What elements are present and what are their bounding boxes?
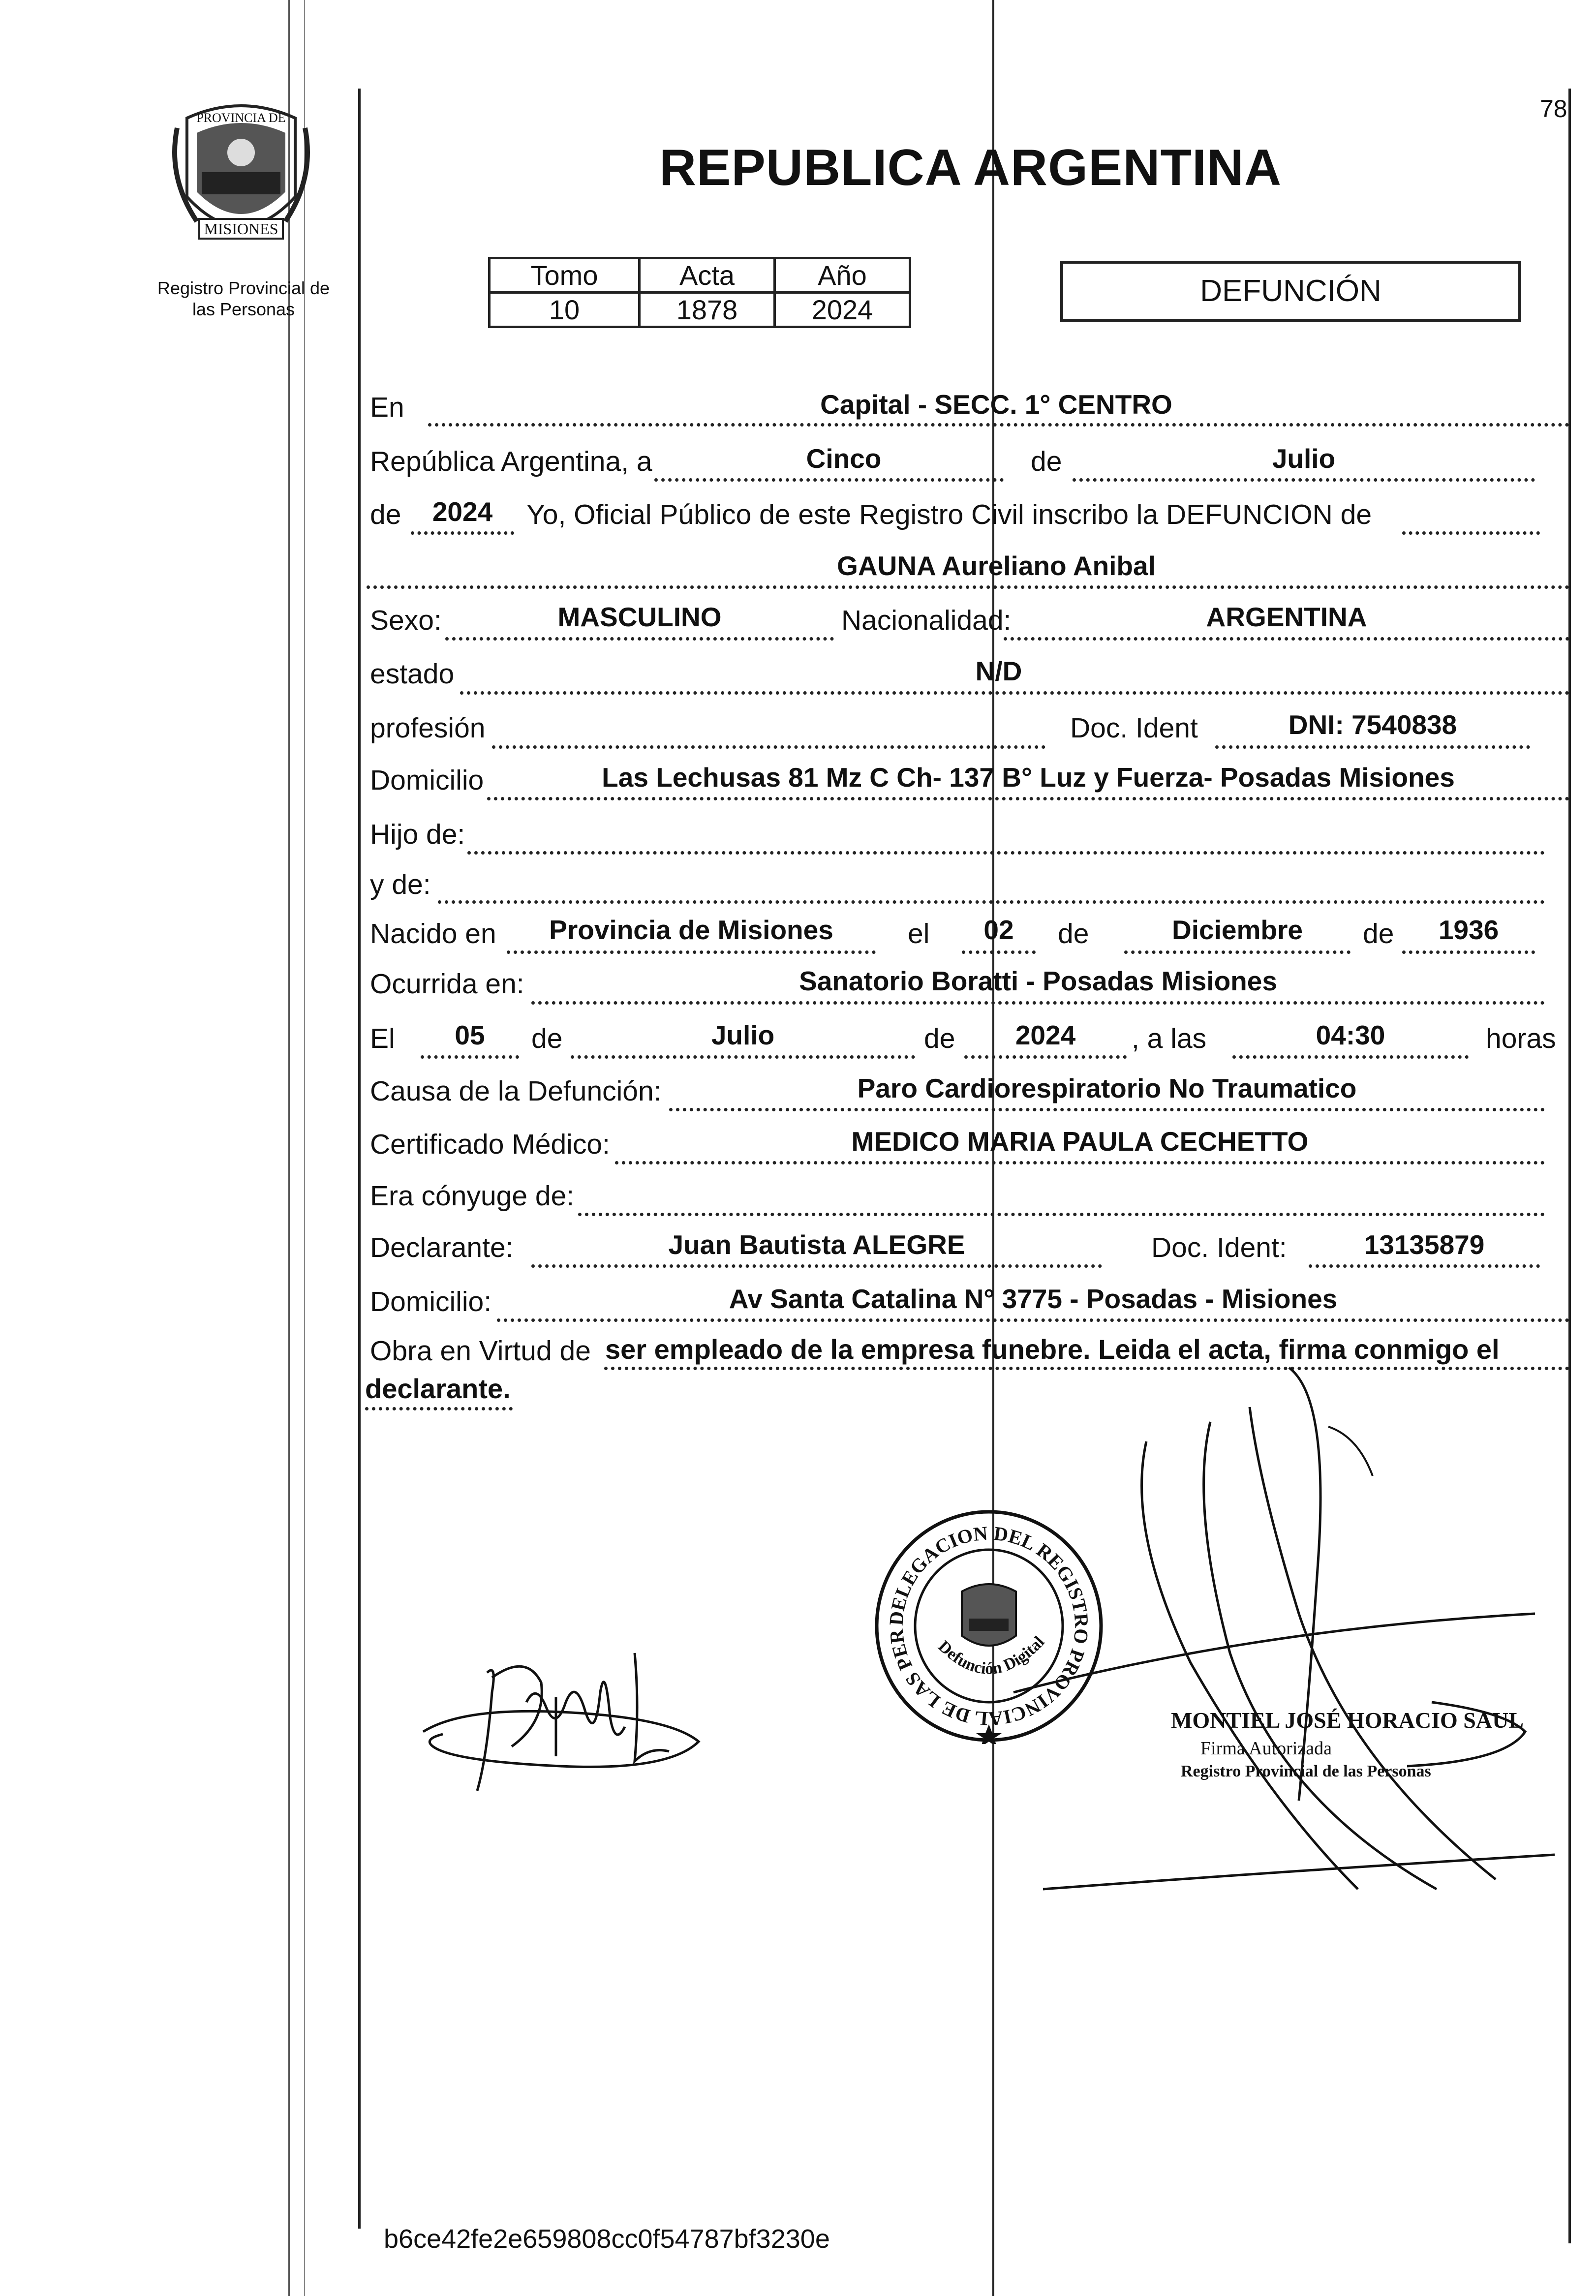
a-las-label: , a las: [1132, 1023, 1207, 1054]
inscribo-text: Yo, Oficial Público de este Registro Civil inscribo la DEFUNCION de: [526, 499, 1372, 530]
obra-value-2: declarante.: [365, 1373, 511, 1404]
estado-label: estado: [370, 658, 455, 690]
page-number: 78: [1540, 95, 1567, 122]
de-label-3: de: [1058, 918, 1089, 949]
de-label-1: de: [1031, 446, 1062, 477]
registry-caption-line2: las Personas: [192, 299, 295, 319]
seal-inner-text: Defunción Digital: [934, 1632, 1048, 1678]
stamp-name: MONTIEL JOSÉ HORACIO SAUL: [1171, 1708, 1524, 1733]
de-label-5: de: [531, 1023, 563, 1054]
certificado-label: Certificado Médico:: [370, 1129, 610, 1160]
de-label-4: de: [1363, 918, 1394, 949]
en-dotted-line: [428, 423, 1569, 427]
nacionalidad-dotted-line: [1004, 637, 1569, 641]
ocurrida-dotted-line: [531, 1001, 1545, 1005]
de-label-2: de: [370, 499, 401, 530]
horas-label: horas: [1486, 1023, 1556, 1054]
death-year-dotted-line: [964, 1055, 1127, 1059]
birth-day: 02: [983, 915, 1014, 945]
y-de-dotted-line: [438, 900, 1545, 904]
republica-label: República Argentina, a: [370, 446, 652, 477]
hijo-label: Hijo de:: [370, 819, 465, 850]
death-month-dotted-line: [571, 1055, 915, 1059]
causa-value: Paro Cardiorespiratorio No Traumatico: [857, 1073, 1357, 1103]
official-signature: [915, 1358, 1565, 1904]
month-dotted-line: [1073, 478, 1535, 482]
seal-ring-text: DELEGACION DEL REGISTRO PROVINCIAL DE LAS PER: [885, 1522, 1093, 1730]
name-dotted-line: [367, 585, 1569, 589]
estado-dotted-line: [460, 691, 1569, 695]
domicilio2-value: Av Santa Catalina N° 3775 - Posadas - Misiones: [729, 1284, 1338, 1314]
registry-caption-line1: Registro Provincial de: [157, 278, 330, 298]
de-label-6: de: [924, 1023, 955, 1054]
registry-caption: [140, 277, 347, 320]
nacionalidad-label: Nacionalidad:: [841, 605, 1012, 636]
birth-month-dotted-line: [1124, 950, 1350, 954]
left-margin-line: [358, 89, 361, 2229]
binding-line: [288, 0, 290, 2296]
province-emblem: [167, 98, 315, 256]
death-time-dotted-line: [1232, 1055, 1469, 1059]
profesion-dotted-line: [492, 745, 1045, 749]
doc-ident2-dotted-line: [1309, 1264, 1540, 1268]
value-tomo: 10: [490, 293, 640, 327]
obra-value: ser empleado de la empresa funebre. Leida el acta, firma conmigo el: [605, 1334, 1500, 1365]
day-dotted-line: [654, 478, 1004, 482]
declarant-signature: [413, 1633, 708, 1830]
registry-value-row: [490, 293, 910, 327]
nacido-label: Nacido en: [370, 918, 496, 949]
causa-label: Causa de la Defunción:: [370, 1075, 662, 1107]
domicilio-dotted-line: [487, 797, 1569, 800]
birth-year: 1936: [1438, 915, 1499, 945]
doc-ident-label: Doc. Ident: [1070, 712, 1198, 744]
death-year: 2024: [1015, 1020, 1076, 1050]
emblem-top-text: PROVINCIA DE: [196, 111, 286, 125]
stamp-line3: Registro Provincial de las Personas: [1181, 1762, 1431, 1780]
conyuge-label: Era cónyuge de:: [370, 1180, 575, 1212]
nacido-dotted-line: [507, 950, 876, 954]
birth-day-dotted-line: [962, 950, 1036, 954]
El-label: El: [370, 1023, 395, 1054]
el-label: el: [908, 918, 930, 949]
conyuge-dotted-line: [578, 1213, 1545, 1216]
header-anio: Año: [775, 258, 910, 293]
page-title: REPUBLICA ARGENTINA: [659, 139, 1282, 196]
declarante-dotted-line: [531, 1264, 1102, 1268]
nacido-value: Provincia de Misiones: [549, 915, 833, 945]
stamp-line2: Firma Autorizada: [1200, 1738, 1332, 1759]
estado-value: N/D: [975, 656, 1022, 686]
right-margin-line: [1568, 89, 1571, 2243]
year-dotted-line: [411, 531, 514, 535]
doc-ident2-label: Doc. Ident:: [1151, 1232, 1287, 1263]
declarante-label: Declarante:: [370, 1232, 514, 1263]
doc-ident2-value: 13135879: [1364, 1229, 1485, 1260]
causa-dotted-line: [669, 1108, 1545, 1111]
document-hash: b6ce42fe2e659808cc0f54787bf3230e: [384, 2224, 830, 2254]
declarante-value: Juan Bautista ALEGRE: [668, 1229, 965, 1260]
ocurrida-label: Ocurrida en:: [370, 968, 524, 1000]
death-day: 05: [455, 1020, 485, 1050]
doc-ident-dotted-line: [1215, 745, 1530, 749]
deceased-name: GAUNA Aureliano Anibal: [837, 551, 1156, 581]
nacionalidad-value: ARGENTINA: [1206, 602, 1367, 632]
registry-header-row: [490, 258, 910, 293]
value-acta: 1878: [640, 293, 775, 327]
sexo-value: MASCULINO: [557, 602, 722, 632]
en-label: En: [370, 392, 404, 423]
en-value: Capital - SECC. 1° CENTRO: [820, 389, 1172, 420]
ocurrida-value: Sanatorio Boratti - Posadas Misiones: [799, 966, 1277, 996]
header-acta: Acta: [640, 258, 775, 293]
record-type-box: DEFUNCIÓN: [1060, 261, 1521, 322]
doc-ident-value: DNI: 7540838: [1288, 709, 1457, 740]
month-value: Julio: [1272, 443, 1336, 474]
death-day-dotted-line: [421, 1055, 519, 1059]
header-tomo: Tomo: [490, 258, 640, 293]
birth-month: Diciembre: [1172, 915, 1303, 945]
profesion-label: profesión: [370, 712, 486, 744]
inscribo-dotted-line: [1402, 531, 1540, 535]
registry-table: [488, 257, 911, 328]
obra-dotted-line-2: [365, 1407, 513, 1410]
certificado-dotted-line: [615, 1161, 1545, 1164]
domicilio2-label: Domicilio:: [370, 1286, 492, 1317]
birth-year-dotted-line: [1402, 950, 1535, 954]
certificado-value: MEDICO MARIA PAULA CECHETTO: [851, 1126, 1309, 1157]
year-value: 2024: [432, 496, 493, 527]
day-value: Cinco: [806, 443, 882, 474]
sexo-dotted-line: [445, 637, 834, 641]
value-anio: 2024: [775, 293, 910, 327]
domicilio-label: Domicilio: [370, 765, 484, 796]
emblem-bottom-text: MISIONES: [204, 220, 278, 238]
domicilio2-dotted-line: [497, 1318, 1569, 1322]
hijo-dotted-line: [467, 851, 1545, 855]
death-month: Julio: [711, 1020, 775, 1050]
obra-label: Obra en Virtud de: [370, 1335, 591, 1367]
binding-line-2: [304, 0, 305, 2296]
domicilio-value: Las Lechusas 81 Mz C Ch- 137 B° Luz y Fuerza- Posadas Misiones: [602, 762, 1455, 793]
y-de-label: y de:: [370, 869, 431, 900]
death-time: 04:30: [1316, 1020, 1385, 1050]
sexo-label: Sexo:: [370, 605, 442, 636]
